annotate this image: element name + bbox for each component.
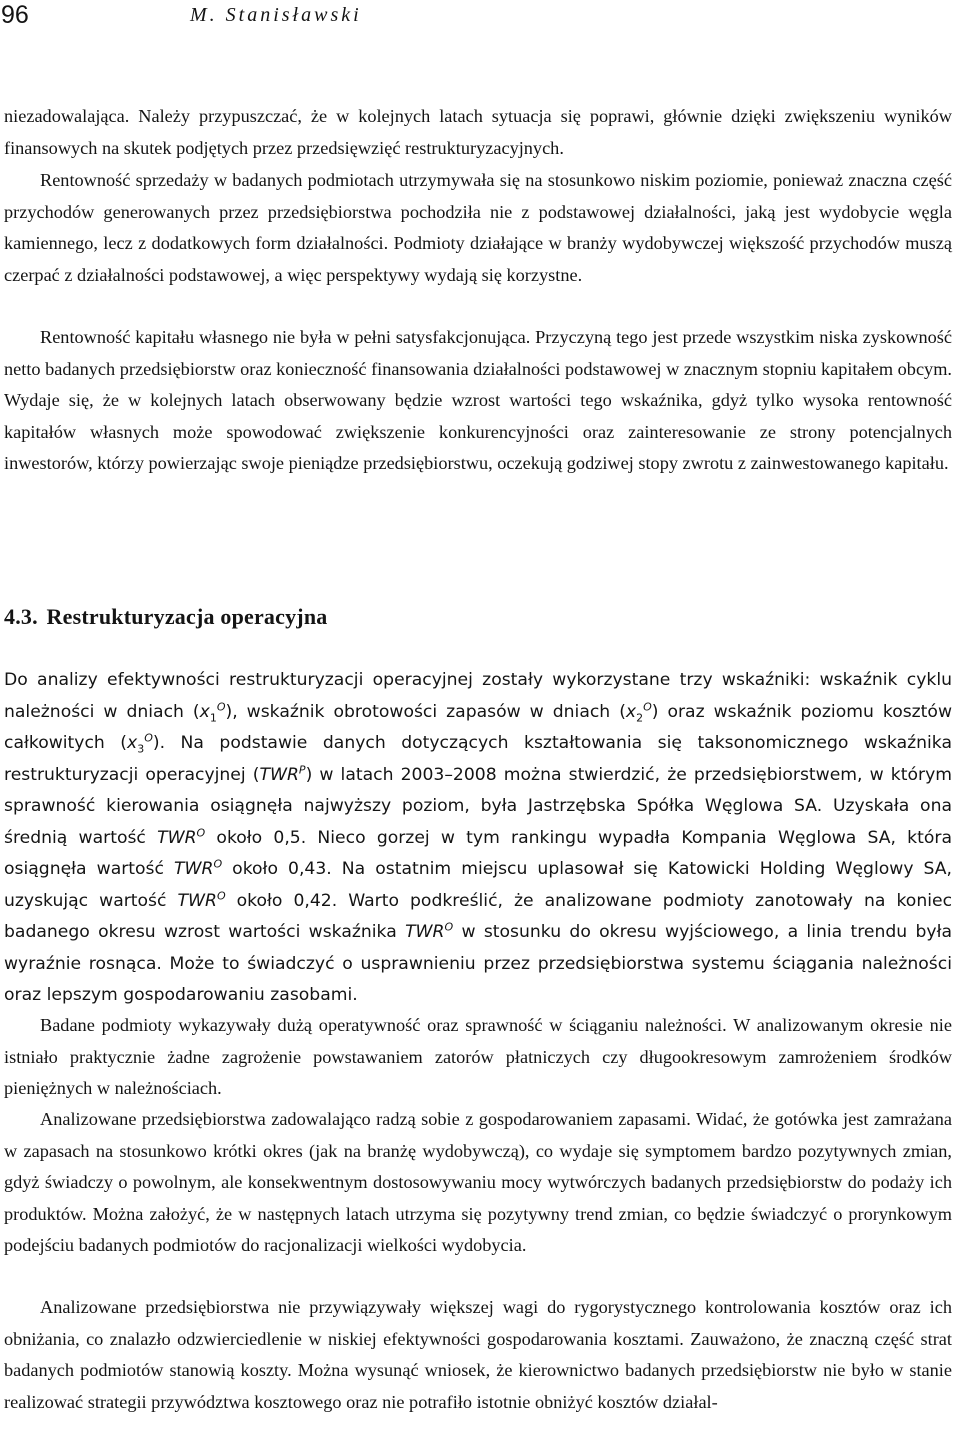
section-heading (4, 601, 327, 633)
section-title: Restrukturyzacja operacyjna (46, 604, 328, 629)
running-head (0, 0, 960, 40)
paragraph-continuation: niezadowalająca. Należy przypuszczać, że w kolejnych latach sytuacja się poprawi, głównie dzięki zwiększeniu wyników finansowych na skutek podjętych przez przedsięwzięć restrukturyzacyjnych. (4, 106, 952, 158)
paragraph-equity-profitability: Rentowność kapitału własnego nie była w pełni satysfakcjonująca. Przyczyną tego jest przede wszystkim niska zyskowność netto badanych przedsiębiorstw oraz konieczność finansowania działalności podstawowej w znacznym stopniu kapitałem obcym. Wydaje się, że w kolejnych latach obserwowany będzie wzrost wartości tego wskaźnika, gdyż tylko wysoka rentowność kapitałów własnych może spowodować zwiększenie konkurencyjności oraz zainteresowanie ze strony potencjalnych inwestorów, którzy powierzając swoje pieniądze przedsiębiorstwu, oczekują godziwej stopy zwrotu z zainwestowanego kapitału. (4, 327, 952, 473)
section-number: 4.3. (4, 604, 38, 629)
paragraph-costs: Analizowane przedsiębiorstwa nie przywiązywały większej wagi do rygorystycznego kontrolowania kosztów oraz ich obniżania, co znalazło odzwierciedlenie w niskiej efektywności gospodarowania kosztami. Zauważono, że znaczną część strat badanych podmiotów stanowią koszty. Można wysunąć wniosek, że kierownictwo badanych przedsiębiorstw nie było w stanie realizować strategii przywództwa kosztowego oraz nie potrafiło istotnie obniżyć kosztów działal- (4, 1297, 952, 1412)
running-head-author: M. Stanisławski (190, 4, 362, 26)
paragraph-operational-restructuring: Do analizy efektywności restrukturyzacji operacyjnej zostały wykorzystane trzy wskaźniki: wskaźnik cyklu należności w dniach $(x_1^O)$, wskaźnik obrotowości zapasów w dniach $(x_2^O)$ oraz wskaźnik poziomu kosztów całkowitych $(x_3^O)$. Na podstawie danych dotyczących kształtowania się taksonomicznego wskaźnika restrukturyzacji operacyjnej $(TWR^P)$ w latach 2003–2008 można stwierdzić, że przedsiębiorstwem, w którym sprawność kierowania osiągnęła najwyższy poziom, była Jastrzębska Spółka Węglowa SA. Uzyskała ona średnią wartość $TWR^O$ około 0,5. Nieco gorzej w tym rankingu wypadła Kompania Węglowa SA, która osiągnęła wartość $TWR^O$ około 0,43. Na ostatnim miejscu uplasował się Katowicki Holding Węglowy SA, uzyskując wartość $TWR^O$ około 0,42. Warto podkreślić, że analizowane podmioty zanotowały na koniec badanego okresu wzrost wartości wskaźnika $TWR^O$ w stosunku do okresu wyjściowego, a linia trendu była wyraźnie rosnąca. Może to świadczyć o usprawnieniu przez przedsiębiorstwa systemu ściągania należności oraz lepszym gospodarowaniu zasobami. (4, 670, 953, 1005)
page-number: 96 (1, 1, 29, 29)
paragraph-sales-profitability: Rentowność sprzedaży w badanych podmiotach utrzymywała się na stosunkowo niskim poziomie, ponieważ znaczna część przychodów generowanych przez przedsiębiorstwa pochodziła nie z podstawowej działalności, jaką jest wydobycie węgla kamiennego, lecz z dodatkowych form działalności. Podmioty działające w branży wydobywczej większość przychodów muszą czerpać z działalności podstawowej, a więc perspektywy wydają się korzystne. (4, 170, 952, 285)
paragraph-receivables: Badane podmioty wykazywały dużą operatywność oraz sprawność w ściąganiu należności. W analizowanym okresie nie istniało praktycznie żadne zagrożenie powstawaniem zatorów płatniczych czy długookresowym zamrożeniem środków pieniężnych w należnościach. (4, 1015, 952, 1098)
paragraph-inventory: Analizowane przedsiębiorstwa zadowalająco radzą sobie z gospodarowaniem zapasami. Widać, że gotówka jest zamrażana w zapasach na stosunkowo krótki okres (jak na branżę wydobywczą), co wydaje się symptomem bardzo pozytywnych zmian, gdyż świadczy o powolnym, ale konsekwentnym dostosowywaniu mocy wytwórczych badanych przedsiębiorstw do podaży ich produktów. Można założyć, że w następnych latach utrzyma się pozytywny trend zmian, co będzie świadczyć o prorynkowym podejściu badanych podmiotów do racjonalizacji wielkości wydobycia. (4, 1109, 952, 1255)
